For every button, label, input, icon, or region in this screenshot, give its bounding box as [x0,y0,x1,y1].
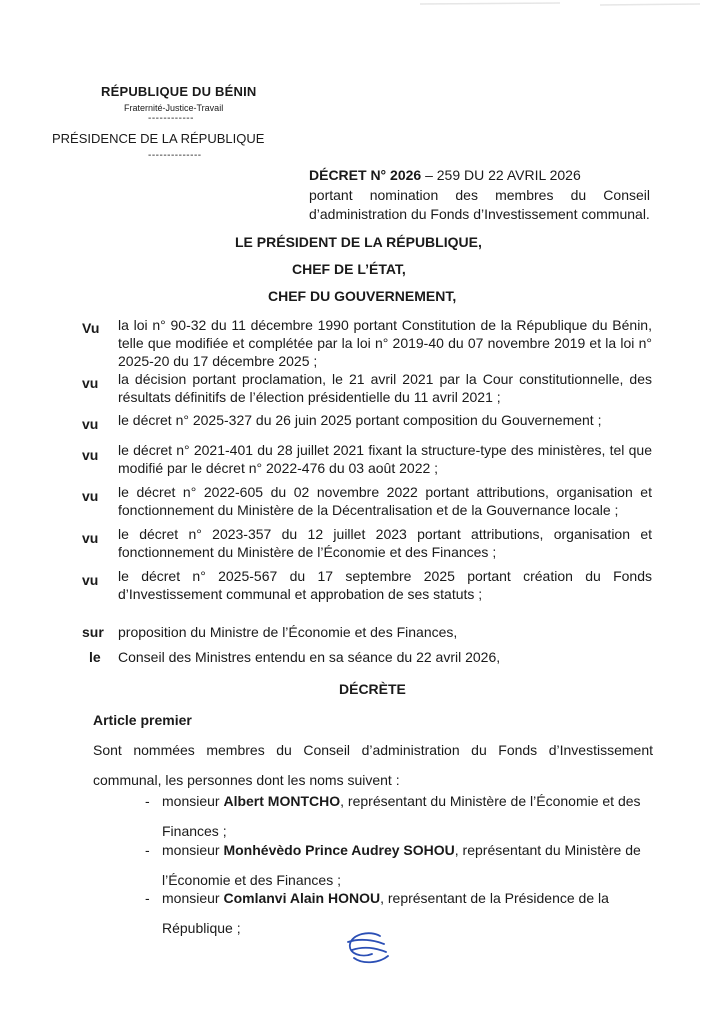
visa-text: le décret n° 2025-567 du 17 septembre 2025 portant création du Fonds d’Investissement communal et approbation de ses statuts ; [118,568,652,602]
member-prefix: monsieur [162,842,224,858]
list-dash: - [145,890,150,906]
visa-text: le décret n° 2021-401 du 28 juillet 2021 fixant la structure-type des ministères, tel que modifié par le décret n° 2022-476 du 03 août 2022 ; [118,442,652,476]
president-title: LE PRÉSIDENT DE LA RÉPUBLIQUE, [235,234,482,250]
scan-marks [0,0,725,20]
article-title: Article premier [93,712,192,728]
head-of-government-title: CHEF DU GOUVERNEMENT, [268,288,457,304]
decree-subject: portant nomination des membres du Conseil d’administration du Fonds d’Investissement communal. [309,187,650,222]
header-separator: ------------ [148,113,194,124]
visa-keyword: Vu [82,320,100,336]
visa-keyword: vu [82,572,99,588]
member-item [145,883,655,943]
visa-text: Conseil des Ministres entendu en sa séance du 22 avril 2026, [118,649,501,665]
decree-title [309,167,581,183]
member-name: Albert MONTCHO [223,793,341,809]
member-role-continued: Finances ; [162,823,227,839]
visa-text: la loi n° 90-32 du 11 décembre 1990 portant Constitution de la République du Bénin, telle que modifiée et complétée par la loi n° 2019-40 du 07 novembre 2019 et la loi n° 2025-20 du 17 décembre 2025 ; [118,317,652,369]
paraphe-initials-icon [340,928,400,966]
decree-date: – 259 DU 22 AVRIL 2026 [421,167,581,183]
decrete-heading: DÉCRÈTE [339,681,406,697]
member-prefix: monsieur [162,793,224,809]
visa-keyword: sur [82,624,104,640]
member-role: , représentant du Ministère de l’Économie et des [340,793,641,809]
country-name: RÉPUBLIQUE DU BÉNIN [101,84,257,99]
visa-keyword: le [89,649,101,665]
member-role: , représentant du Ministère de [454,842,641,858]
national-motto: Fraternité-Justice-Travail [124,103,224,113]
visa-keyword: vu [82,375,99,391]
visa-text: le décret n° 2023-357 du 12 juillet 2023 portant attributions, organisation et fonctionnement du Ministère de l’Économie et des Finances ; [118,526,652,560]
visa-keyword: vu [82,416,99,432]
decree-number: DÉCRET N° 2026 [309,167,422,183]
member-prefix: monsieur [162,890,224,906]
head-of-state-title: CHEF DE L’ÉTAT, [292,261,406,277]
visa-keyword: vu [82,530,99,546]
visa-keyword: vu [82,488,99,504]
visa-text: proposition du Ministre de l’Économie et des Finances, [118,624,458,640]
article-intro: Sont nommées membres du Conseil d’administration du Fonds d’Investissement communal, les personnes dont les noms suivent : [93,742,653,788]
visa-keyword: vu [82,447,99,463]
member-role: , représentant de la Présidence de la [380,890,609,906]
visa-text: le décret n° 2025-327 du 26 juin 2025 portant composition du Gouvernement ; [118,412,602,428]
header-separator: -------------- [148,150,202,161]
member-name: Comlanvi Alain HONOU [223,890,381,906]
member-name: Monhévèdo Prince Audrey SOHOU [223,842,455,858]
visa-text: la décision portant proclamation, le 21 avril 2021 par la Cour constitutionnelle, des résultats définitifs de l’élection présidentielle du 11 avril 2021 ; [118,371,652,405]
list-dash: - [145,793,150,809]
visa-text: le décret n° 2022-605 du 02 novembre 2022 portant attributions, organisation et fonctionnement du Ministère de la Décentralisation et de la Gouvernance locale ; [118,484,652,518]
member-role-continued: l’Économie et des Finances ; [162,872,341,888]
presidency-name: PRÉSIDENCE DE LA RÉPUBLIQUE [52,131,265,146]
list-dash: - [145,842,150,858]
member-role-continued: République ; [162,920,241,936]
